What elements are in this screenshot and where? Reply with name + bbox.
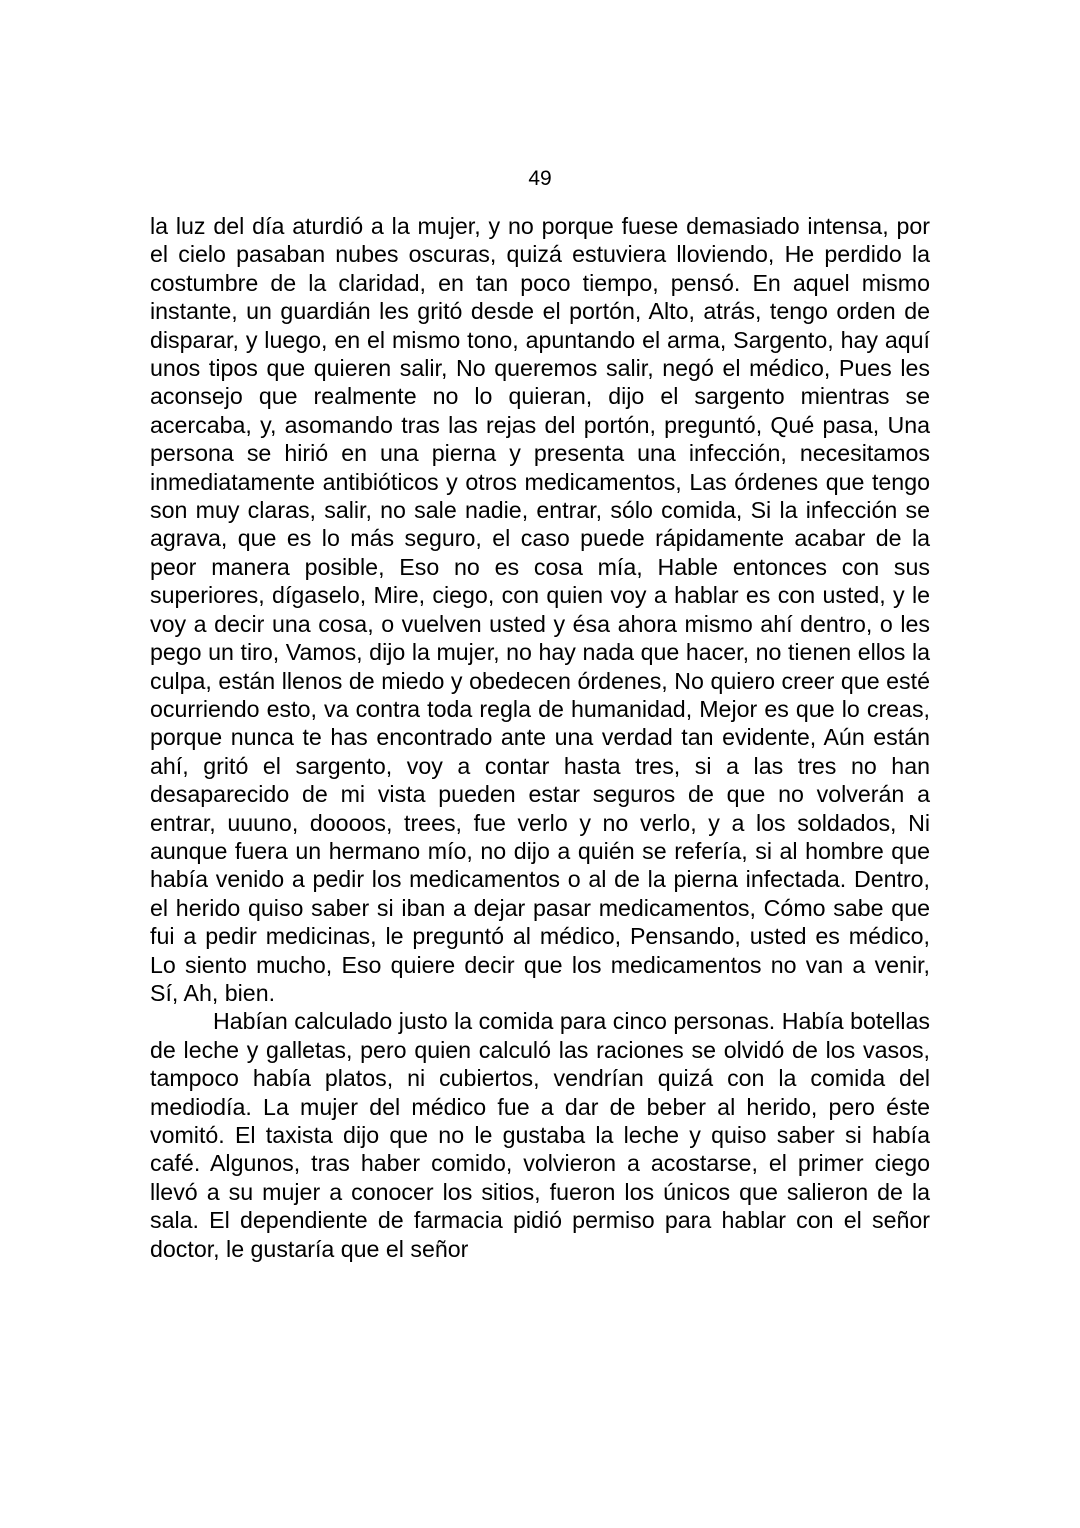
paragraph-2: Habían calculado justo la comida para cinco personas. Había botellas de leche y galletas, pero quien calculó las raciones se olvidó de los vasos, tampoco había platos, ni cubiertos, vendrían quizá con la comida del mediodía. La mujer del médico fue a dar de beber al herido, pero éste vomitó. El taxista dijo que no le gustaba la leche y quiso saber si había café. Algunos, tras haber comido, volvieron a acostarse, el primer ciego llevó a su mujer a conocer los sitios, fueron los únicos que salieron de la sala. El dependiente de farmacia pidió permiso para hablar con el señor doctor, le gustaría que el señor	[150, 1008, 930, 1262]
page-number: 49	[528, 167, 552, 190]
body-text	[150, 212, 930, 1263]
paragraph-1: la luz del día aturdió a la mujer, y no porque fuese demasiado intensa, por el cielo pasaban nubes oscuras, quizá estuviera lloviendo, He perdido la costumbre de la claridad, en tan poco tiempo, pensó. En aquel mismo instante, un guardián les gritó desde el portón, Alto, atrás, tengo orden de disparar, y luego, en el mismo tono, apuntando el arma, Sargento, hay aquí unos tipos que quieren salir, No queremos salir, negó el médico, Pues les aconsejo que realmente no lo quieran, dijo el sargento mientras se acercaba, y, asomando tras las rejas del portón, preguntó, Qué pasa, Una persona se hirió en una pierna y presenta una infección, necesitamos inmediatamente antibióticos y otros medicamentos, Las órdenes que tengo son muy claras, salir, no sale nadie, entrar, sólo comida, Si la infección se agrava, que es lo más seguro, el caso puede rápidamente acabar de la peor manera posible, Eso no es cosa mía, Hable entonces con sus superiores, dígaselo, Mire, ciego, con quien voy a hablar es con usted, y le voy a decir una cosa, o vuelven usted y ésa ahora mismo ahí dentro, o les pego un tiro, Vamos, dijo la mujer, no hay nada que hacer, no tienen ellos la culpa, están llenos de miedo y obedecen órdenes, No quiero creer que esté ocurriendo esto, va contra toda regla de humanidad, Mejor es que lo creas, porque nunca te has encontrado ante una verdad tan evidente, Aún están ahí, gritó el sargento, voy a contar hasta tres, si a las tres no han desaparecido de mi vista pueden estar seguros de que no volverán a entrar, uuuno, doooos, trees, fue verlo y no verlo, y a los soldados, Ni aunque fuera un hermano mío, no dijo a quién se refería, si al hombre que había venido a pedir los medicamentos o al de la pierna infectada. Dentro, el herido quiso saber si iban a dejar pasar medicamentos, Cómo sabe que fui a pedir medicinas, le preguntó al médico, Pensando, usted es médico, Lo siento mucho, Eso quiere decir que los medicamentos no van a venir, Sí, Ah, bien.	[150, 213, 930, 1006]
